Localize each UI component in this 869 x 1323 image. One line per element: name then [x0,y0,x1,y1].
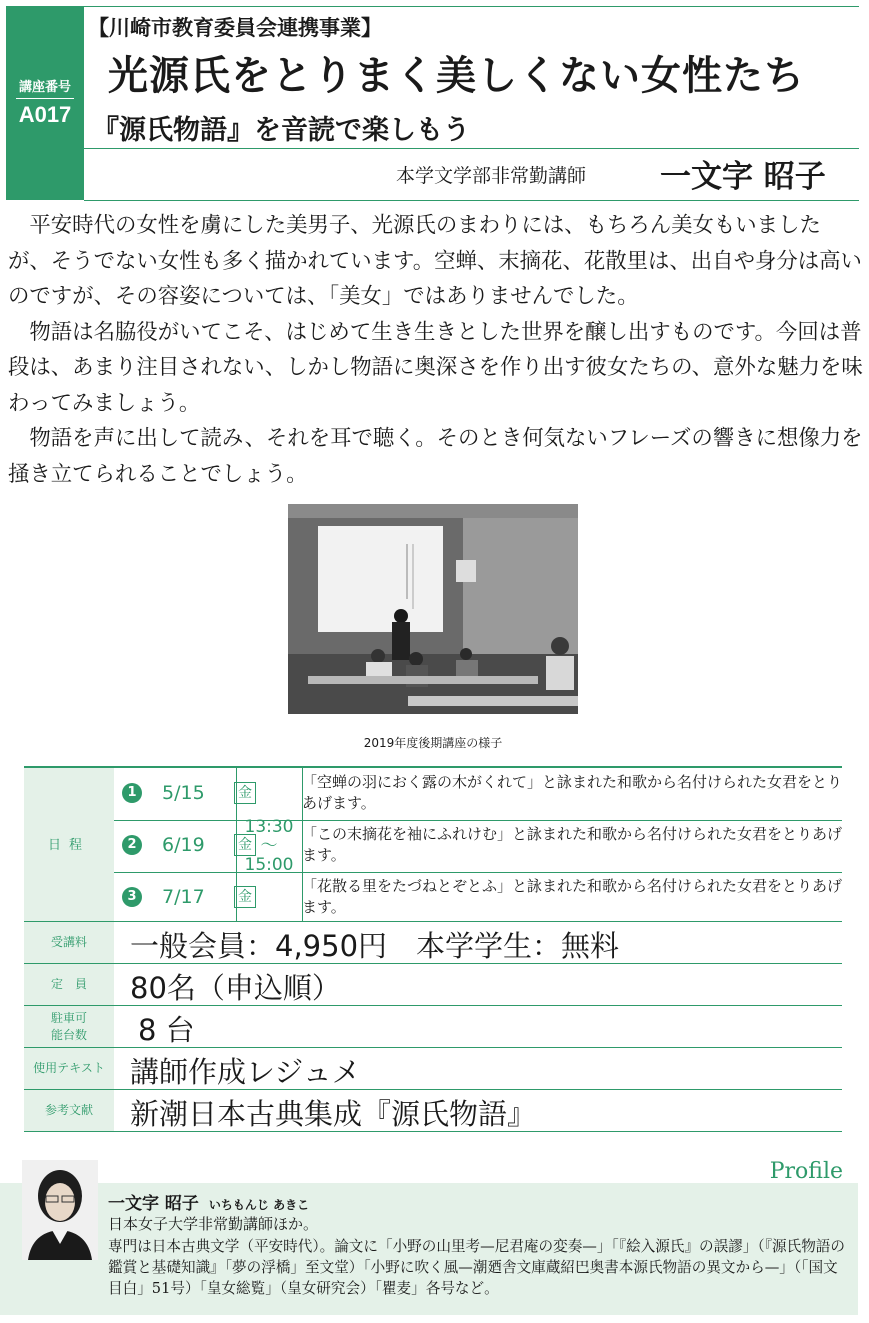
fee-label: 受講料 [24,922,114,963]
session-time-end: 15:00 [244,855,294,875]
description-paragraph: 平安時代の女性を虜にした美男子、光源氏のまわりには、もちろん美女もいましたが、そうでない女性も多く描かれています。空蝉、末摘花、花散里は、出自や身分は高いのですが、その容姿については、「美女」ではありませんでした。 [8,213,862,309]
session-date: 5/15 [162,782,205,804]
header-bottom-rule [84,200,859,201]
course-code: A017 [18,102,72,127]
profile-name-kana: いちもんじ あきこ [208,1198,310,1212]
lecturer-portrait [22,1160,98,1260]
fee-value: 一般会員：4,950円 本学学生：無料 [130,929,620,963]
session-number: 2 [122,835,142,855]
header-middle-rule [84,148,859,149]
profile-name [108,1189,309,1214]
capacity-row [24,964,842,1006]
capacity-label: 定 員 [24,964,114,1005]
session-weekday: 金 [234,886,256,908]
reference-row [24,1090,842,1132]
lecture-photo [288,504,578,714]
session-date: 6/19 [162,834,205,856]
schedule-table [24,766,842,922]
reference-value: 新潮日本古典集成『源氏物語』 [130,1097,537,1131]
text-value: 講師作成レジュメ [130,1055,361,1089]
profile-name-text: 一文字 昭子 [108,1194,199,1214]
schedule-row [114,768,842,821]
lecturer-name: 一文字 昭子 [660,159,826,195]
description-paragraph: 物語を声に出して読み、それを耳で聴く。そのとき何気ないフレーズの響きに想像力を掻き立てられることでしょう。 [8,426,863,487]
session-description: 「空蝉の羽におく露の木がくれて」と詠まれた和歌から名付けられた女君をとりあげます。 [302,773,843,812]
session-time-start: 13:30 [244,817,294,837]
lecturer-role: 本学文学部非常勤講師 [396,165,587,187]
parking-value: 8 台 [138,1013,195,1047]
schedule-row [114,817,843,873]
capacity-value: 80名（申込順） [130,971,341,1005]
schedule-label-cell [24,768,114,921]
header-top-rule [84,6,859,7]
parking-label [24,1006,114,1047]
page-title: 光源氏をとりまく美しくない女性たち [108,52,805,99]
session-description: 「花散る里をたづねとぞとふ」と詠まれた和歌から名付けられた女君をとりあげます。 [302,877,843,916]
parking-label-line: 能台数 [50,1027,87,1042]
session-date: 7/17 [162,886,205,908]
text-label: 使用テキスト [24,1048,114,1089]
session-time-separator: 〜 [260,836,278,856]
profile-biography: 専門は日本古典文学（平安時代）。論文に「小野の山里考—尼君庵の変奏—」「『絵入源氏』の誤謬」（『源氏物語の鑑賞と基礎知識』「夢の浮橋」至文堂）「小野に吹く風—潮廼舎文庫蔵紹巴奥書本源氏物語の異文から—」（「国文目白」51号）「皇女総覧」（皇女研究会）「瞿麦」各号など。 [108,1238,845,1297]
parking-row [24,1006,842,1048]
program-name: 【川崎市教育委員会連携事業】 [88,15,382,40]
course-code-label: 講座番号 [18,79,71,94]
schedule-row [114,872,842,924]
photo-caption: 2019年度後期講座の様子 [363,736,503,750]
course-code-divider [16,98,74,99]
text-row [24,1048,842,1090]
course-code-box [6,6,84,200]
parking-label-line: 駐車可 [50,1010,87,1025]
reference-label: 参考文献 [24,1090,114,1131]
page-subtitle: 『源氏物語』を音読で楽しもう [92,115,470,146]
schedule-label: 日程 [47,838,90,853]
profile-affiliation: 日本女子大学非常勤講師ほか。 [108,1215,319,1233]
session-weekday: 金 [234,782,256,804]
session-number: 1 [122,783,142,803]
session-number: 3 [122,887,142,907]
session-description: 「この末摘花を袖にふれけむ」と詠まれた和歌から名付けられた女君をとりあげます。 [302,825,843,864]
session-weekday: 金 [234,834,256,856]
fee-row [24,922,842,964]
course-description [8,208,863,492]
profile-heading: Profile [769,1159,843,1184]
description-paragraph: 物語は名脇役がいてこそ、はじめて生き生きとした世界を醸し出すものです。今回は普段は、あまり注目されない、しかし物語に奥深さを作り出す彼女たちの、意外な魅力を味わってみましょう。 [8,319,863,416]
